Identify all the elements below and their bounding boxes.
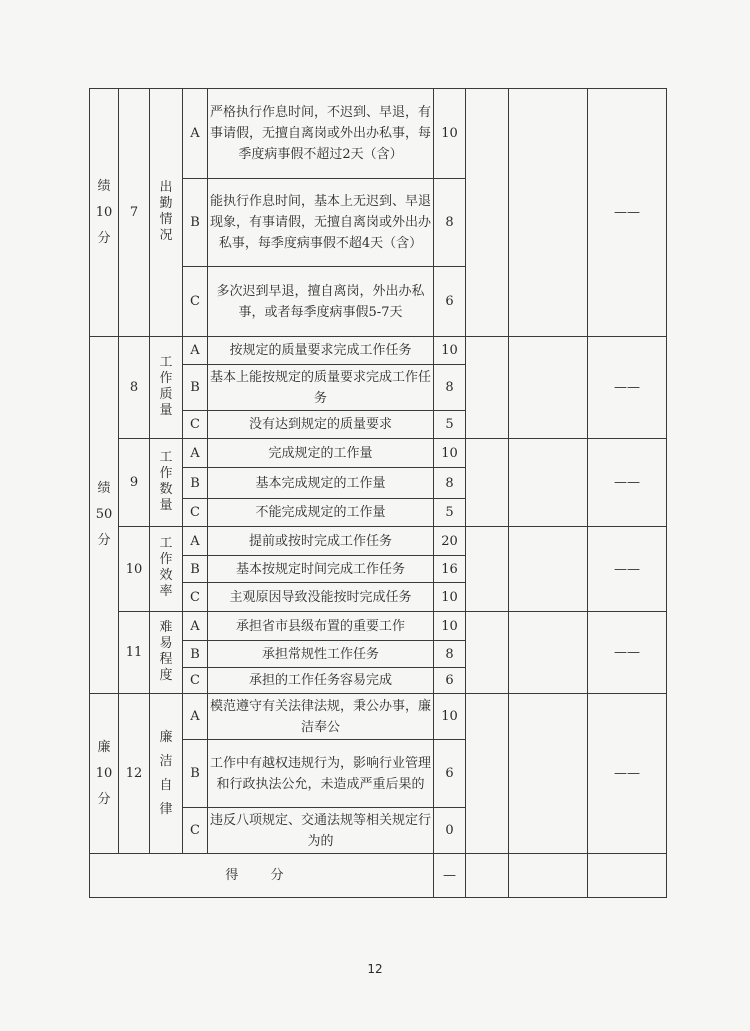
item-number: 7 <box>119 89 150 337</box>
points-cell: 0 <box>434 808 466 854</box>
page-number: 12 <box>367 962 383 976</box>
dash-cell: —— <box>588 694 667 854</box>
criteria-text: 承担的工作任务容易完成 <box>208 668 434 694</box>
grade-cell: C <box>183 499 208 527</box>
grade-cell: B <box>183 365 208 411</box>
blank-cell <box>509 89 588 337</box>
blank-cell <box>509 694 588 854</box>
points-cell: 20 <box>434 527 466 556</box>
criteria-text: 完成规定的工作量 <box>208 439 434 468</box>
table-row <box>90 694 667 740</box>
grade-cell: A <box>183 439 208 468</box>
blank-cell <box>466 89 509 337</box>
item-number: 9 <box>119 439 150 527</box>
dash-cell: —— <box>588 612 667 694</box>
table-row <box>90 337 667 365</box>
criteria-text: 没有达到规定的质量要求 <box>208 411 434 439</box>
dash-cell: —— <box>588 337 667 439</box>
grade-cell: A <box>183 612 208 641</box>
points-cell: 10 <box>434 583 466 612</box>
blank-cell <box>466 612 509 694</box>
grade-cell: B <box>183 179 208 267</box>
points-cell: 10 <box>434 694 466 740</box>
points-cell: 8 <box>434 468 466 499</box>
blank-cell <box>509 439 588 527</box>
grade-cell: A <box>183 694 208 740</box>
points-cell: 10 <box>434 89 466 179</box>
grade-cell: A <box>183 337 208 365</box>
grade-cell: C <box>183 668 208 694</box>
blank-cell <box>509 854 588 898</box>
total-label: 得 分 <box>90 854 434 898</box>
points-cell: 8 <box>434 641 466 668</box>
grade-cell: C <box>183 583 208 612</box>
item-name: 工作质量 <box>150 337 183 439</box>
blank-cell <box>509 337 588 439</box>
item-name: 难易程度 <box>150 612 183 694</box>
total-value: — <box>434 854 466 898</box>
grade-cell: A <box>183 527 208 556</box>
blank-cell <box>466 439 509 527</box>
criteria-text: 主观原因导致没能按时完成任务 <box>208 583 434 612</box>
blank-cell <box>466 694 509 854</box>
category-cell: 廉10分 <box>90 694 119 854</box>
item-name: 工作数量 <box>150 439 183 527</box>
blank-cell <box>466 854 509 898</box>
item-name: 工作效率 <box>150 527 183 612</box>
criteria-text: 违反八项规定、交通法规等相关规定行为的 <box>208 808 434 854</box>
points-cell: 10 <box>434 439 466 468</box>
criteria-text: 严格执行作息时间，不迟到、早退，有事请假，无擅自离岗或外出办私事，每季度病事假不超过2天（含） <box>208 89 434 179</box>
points-cell: 6 <box>434 267 466 337</box>
grade-cell: C <box>183 808 208 854</box>
criteria-text: 能执行作息时间，基本上无迟到、早退现象，有事请假，无擅自离岗或外出办私事，每季度病事假不超4天（含） <box>208 179 434 267</box>
item-number: 11 <box>119 612 150 694</box>
blank-cell <box>466 527 509 612</box>
blank-cell <box>509 527 588 612</box>
evaluation-table <box>89 88 667 898</box>
points-cell: 8 <box>434 365 466 411</box>
grade-cell: B <box>183 641 208 668</box>
item-number: 8 <box>119 337 150 439</box>
item-number: 12 <box>119 694 150 854</box>
item-number: 10 <box>119 527 150 612</box>
criteria-text: 承担省市县级布置的重要工作 <box>208 612 434 641</box>
grade-cell: A <box>183 89 208 179</box>
points-cell: 5 <box>434 499 466 527</box>
category-cell: 绩50分 <box>90 337 119 694</box>
table-row <box>90 527 667 556</box>
dash-cell: —— <box>588 527 667 612</box>
points-cell: 10 <box>434 337 466 365</box>
blank-cell <box>509 612 588 694</box>
criteria-text: 不能完成规定的工作量 <box>208 499 434 527</box>
criteria-text: 多次迟到早退，擅自离岗，外出办私事，或者每季度病事假5-7天 <box>208 267 434 337</box>
criteria-text: 基本按规定时间完成工作任务 <box>208 556 434 583</box>
criteria-text: 按规定的质量要求完成工作任务 <box>208 337 434 365</box>
table-row <box>90 439 667 468</box>
points-cell: 16 <box>434 556 466 583</box>
points-cell: 6 <box>434 668 466 694</box>
item-name: 廉洁自律 <box>150 694 183 854</box>
grade-cell: C <box>183 411 208 439</box>
criteria-text: 承担常规性工作任务 <box>208 641 434 668</box>
grade-cell: B <box>183 556 208 583</box>
criteria-text: 模范遵守有关法律法规，秉公办事，廉洁奉公 <box>208 694 434 740</box>
grade-cell: C <box>183 267 208 337</box>
item-name: 出勤情况 <box>150 89 183 337</box>
table-row <box>90 612 667 641</box>
criteria-text: 工作中有越权违规行为，影响行业管理和行政执法公允，未造成严重后果的 <box>208 740 434 808</box>
total-row <box>90 854 667 898</box>
table-row <box>90 89 667 179</box>
criteria-text: 基本上能按规定的质量要求完成工作任务 <box>208 365 434 411</box>
blank-cell <box>466 337 509 439</box>
category-cell: 绩10分 <box>90 89 119 337</box>
points-cell: 6 <box>434 740 466 808</box>
grade-cell: B <box>183 740 208 808</box>
blank-cell <box>588 854 667 898</box>
criteria-text: 提前或按时完成工作任务 <box>208 527 434 556</box>
points-cell: 10 <box>434 612 466 641</box>
criteria-text: 基本完成规定的工作量 <box>208 468 434 499</box>
dash-cell: —— <box>588 439 667 527</box>
grade-cell: B <box>183 468 208 499</box>
points-cell: 5 <box>434 411 466 439</box>
points-cell: 8 <box>434 179 466 267</box>
dash-cell: —— <box>588 89 667 337</box>
